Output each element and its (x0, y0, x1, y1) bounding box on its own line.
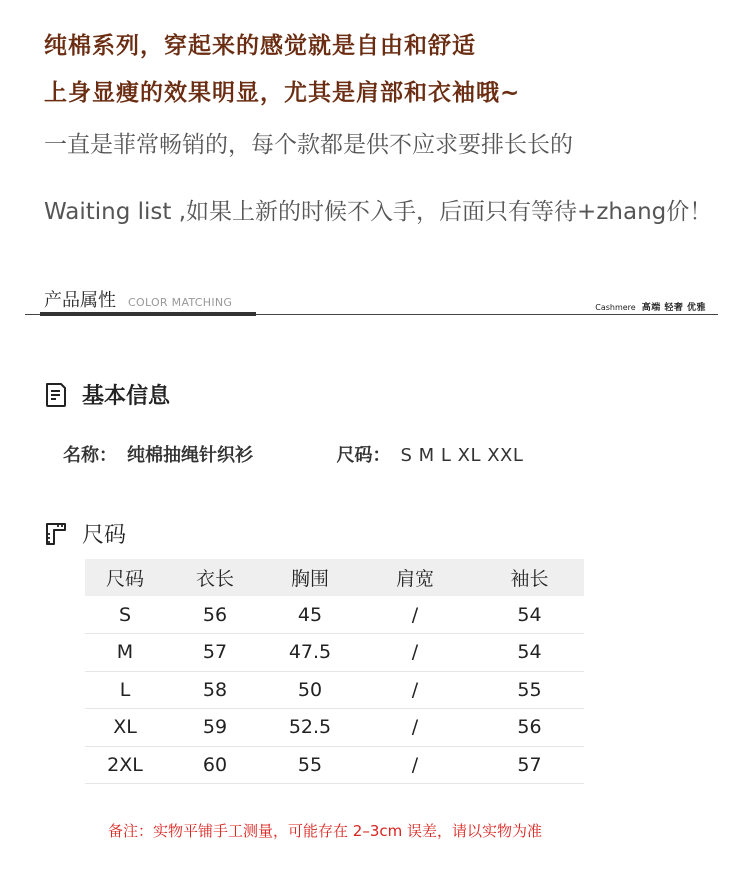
attributes-header (44, 286, 232, 314)
table-cell: / (355, 671, 475, 709)
table-cell: 55 (265, 746, 355, 784)
size-value: S M L XL XXL (400, 445, 524, 466)
table-row (85, 634, 584, 672)
brand-en: Cashmere (595, 303, 636, 312)
table-cell: S (85, 596, 165, 634)
measurement-note: 备注：实物平铺手工测量，可能存在 2–3cm 误差，请以实物为准 (108, 822, 542, 840)
name-value: 纯棉抽绳针织衫 (127, 445, 253, 466)
attributes-underline-bar (40, 312, 256, 316)
attributes-title: 产品属性 (44, 290, 116, 311)
document-icon (44, 382, 68, 408)
table-cell: 57 (165, 634, 265, 672)
brand-tagline (595, 300, 706, 313)
intro-line-3: 一直是菲常畅销的，每个款都是供不应求要排长长的 (44, 132, 573, 158)
table-cell: 56 (475, 709, 584, 747)
size-label: 尺码： (336, 445, 391, 466)
table-cell: 50 (265, 671, 355, 709)
table-cell: 56 (165, 596, 265, 634)
table-cell: 59 (165, 709, 265, 747)
size-header (44, 518, 126, 549)
table-cell: XL (85, 709, 165, 747)
table-cell: 60 (165, 746, 265, 784)
intro-line-4: Waiting list ,如果上新的时候不入手，后面只有等待+zhang价！ (44, 199, 713, 225)
table-cell: 57 (475, 746, 584, 784)
brand-zh: 高端 轻奢 优雅 (641, 303, 706, 313)
table-row (85, 709, 584, 747)
table-cell: 55 (475, 671, 584, 709)
table-cell: 45 (265, 596, 355, 634)
table-cell: 58 (165, 671, 265, 709)
table-cell: L (85, 671, 165, 709)
intro-line-2: 上身显瘦的效果明显，尤其是肩部和衣袖哦~ (44, 80, 521, 106)
table-row (85, 596, 584, 634)
col-header: 胸围 (265, 559, 355, 596)
table-cell: 54 (475, 634, 584, 672)
attributes-subtitle: COLOR MATCHING (128, 296, 233, 309)
col-header: 尺码 (85, 559, 165, 596)
basic-info-row (63, 441, 523, 467)
table-cell: / (355, 596, 475, 634)
size-table (85, 559, 584, 784)
basic-info-title: 基本信息 (82, 384, 171, 409)
col-header: 袖长 (475, 559, 584, 596)
table-row (85, 746, 584, 784)
col-header: 肩宽 (355, 559, 475, 596)
table-cell: 52.5 (265, 709, 355, 747)
intro-line-1: 纯棉系列，穿起来的感觉就是自由和舒适 (44, 33, 476, 59)
table-cell: 54 (475, 596, 584, 634)
table-row (85, 671, 584, 709)
table-cell: / (355, 709, 475, 747)
table-cell: M (85, 634, 165, 672)
table-cell: 2XL (85, 746, 165, 784)
table-cell: 47.5 (265, 634, 355, 672)
col-header: 衣长 (165, 559, 265, 596)
size-table-header (85, 559, 584, 596)
basic-info-header (44, 379, 170, 410)
size-title: 尺码 (82, 523, 127, 548)
table-cell: / (355, 746, 475, 784)
table-cell: / (355, 634, 475, 672)
ruler-icon (44, 521, 68, 547)
name-label: 名称： (63, 445, 117, 466)
